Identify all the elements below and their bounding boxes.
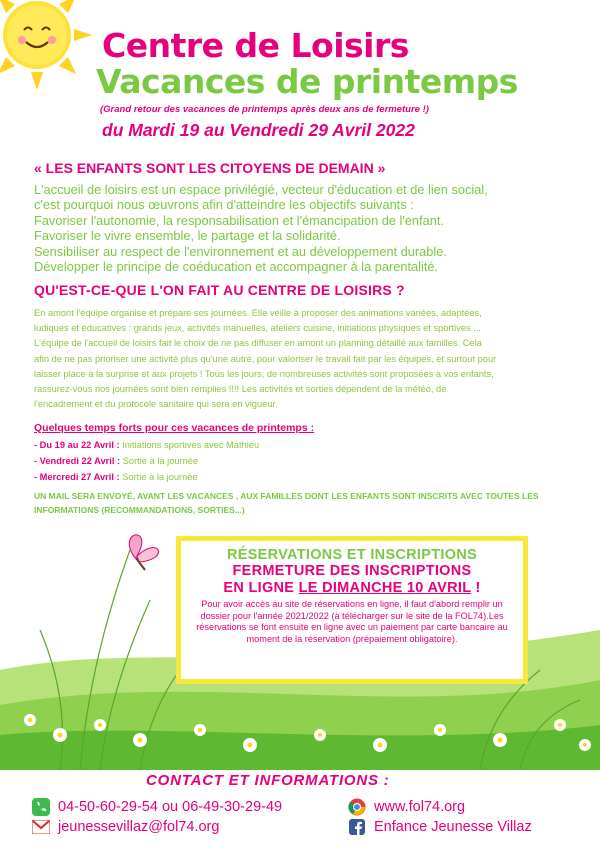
motto-heading: « LES ENFANTS SONT LES CITOYENS DE DEMAIN » bbox=[34, 160, 386, 176]
highlights-list bbox=[34, 437, 259, 485]
intro-line: Développer le principe de coéducation et accompagner à la parentalité. bbox=[34, 259, 439, 275]
sun-illustration bbox=[0, 0, 92, 90]
reservation-box bbox=[176, 536, 528, 684]
email-address[interactable]: jeunessevillaz@fol74.org bbox=[58, 819, 220, 835]
subtitle-note: (Grand retour des vacances de printemps après deux ans de fermeture !) bbox=[100, 104, 429, 115]
closing-heading: FERMETURE DES INSCRIPTIONS bbox=[232, 563, 472, 579]
body-line: ludiques et éducatives : grands jeux, activités manuelles, ateliers cuisine, initiations physiques et sportives ... bbox=[34, 323, 481, 334]
highlight-item: - Mercredi 27 Avril : Sortie à la journée bbox=[34, 472, 198, 482]
contact-title: CONTACT ET INFORMATIONS : bbox=[146, 772, 390, 789]
browser-icon bbox=[348, 798, 366, 816]
phone-numbers: 04-50-60-29-54 ou 06-49-30-29-49 bbox=[58, 799, 283, 815]
dates-heading: du Mardi 19 au Vendredi 29 Avril 2022 bbox=[102, 120, 415, 140]
reservation-text: Pour avoir accès au site de réservations en ligne, il faut d'abord remplir un dossier pour l'année 2021/2022 (à télécharger sur le site de la FOL74).Les réservations se font ensuite en ligne avec un paiement par carte bancaire au moment de la réservation (prépaiement obligatoire). bbox=[196, 599, 508, 644]
closing-date: EN LIGNE LE DIMANCHE 10 AVRIL ! bbox=[223, 580, 481, 596]
highlights-title: Quelques temps forts pour ces vacances de printemps : bbox=[34, 422, 315, 434]
facebook-contact bbox=[348, 818, 532, 836]
highlight-item: - Vendredi 22 Avril : Sortie à la journée bbox=[34, 456, 199, 466]
body-line: laisser place à la surprise et aux projets ! Tous les jours, de nombreuses activités sont proposées à vos enfants, bbox=[34, 368, 494, 379]
section-title: QU'EST-CE-QUE L'ON FAIT AU CENTRE DE LOISIRS ? bbox=[34, 282, 405, 298]
phone-contact bbox=[32, 798, 282, 816]
intro-line: c'est pourquoi nous œuvrons afin d'atteindre les objectifs suivants : bbox=[34, 197, 414, 213]
mail-notice: UN MAIL SERA ENVOYÉ, AVANT LES VACANCES , AUX FAMILLES DONT LES ENFANTS SONT INSCRITS AVEC TOUTES LES INFORMATIONS (RECOMMANDATIONS, SORTIES...) bbox=[34, 491, 539, 515]
website-link[interactable]: www.fol74.org bbox=[374, 799, 466, 815]
title-line-2: Vacances de printemps bbox=[96, 62, 518, 101]
body-line: rassurez-vous nos journées sont bien remplies !!!! Les activités et sorties dépendent de la météo, de bbox=[34, 384, 447, 395]
phone-icon bbox=[32, 798, 50, 816]
facebook-page[interactable]: Enfance Jeunesse Villaz bbox=[374, 819, 532, 835]
mail-icon bbox=[32, 818, 50, 836]
intro-line: Favoriser le vivre ensemble, le partage et la solidarité. bbox=[34, 228, 341, 244]
activities-description bbox=[34, 306, 570, 412]
body-line: afin de ne pas prioriser une activité plus qu'une autre, pour valoriser le travail fait par les équipes, et surtout pour bbox=[34, 353, 497, 364]
body-line: En amont l'équipe organise et prépare ses journées. Elle veille à proposer des animations variées, adaptées, bbox=[34, 308, 482, 318]
reservation-heading: RÉSERVATIONS ET INSCRIPTIONS bbox=[226, 547, 478, 563]
email-contact bbox=[32, 818, 219, 836]
intro-line: Favoriser l'autonomie, la responsabilisation et l'émancipation de l'enfant. bbox=[34, 212, 444, 228]
highlight-item: - Du 19 au 22 Avril : Initiations sportives avec Mathieu bbox=[34, 440, 260, 450]
title-line-1: Centre de Loisirs bbox=[102, 26, 409, 65]
body-line: l'encadrement et du protocole sanitaire qui sera en vigueur. bbox=[34, 399, 278, 410]
intro-line: L'accueil de loisirs est un espace privilégié, vecteur d'éducation et de lien social, bbox=[34, 182, 488, 197]
facebook-icon bbox=[348, 818, 366, 836]
intro-line: Sensibiliser au respect de l'environnement et au développement durable. bbox=[34, 243, 447, 259]
intro-paragraph bbox=[34, 182, 574, 274]
website-contact bbox=[348, 798, 465, 816]
body-line: L'équipe de l'accueil de loisirs fait le choix de ne pas diffuser en amont un planning détaillé aux familles. Cela bbox=[34, 338, 482, 349]
